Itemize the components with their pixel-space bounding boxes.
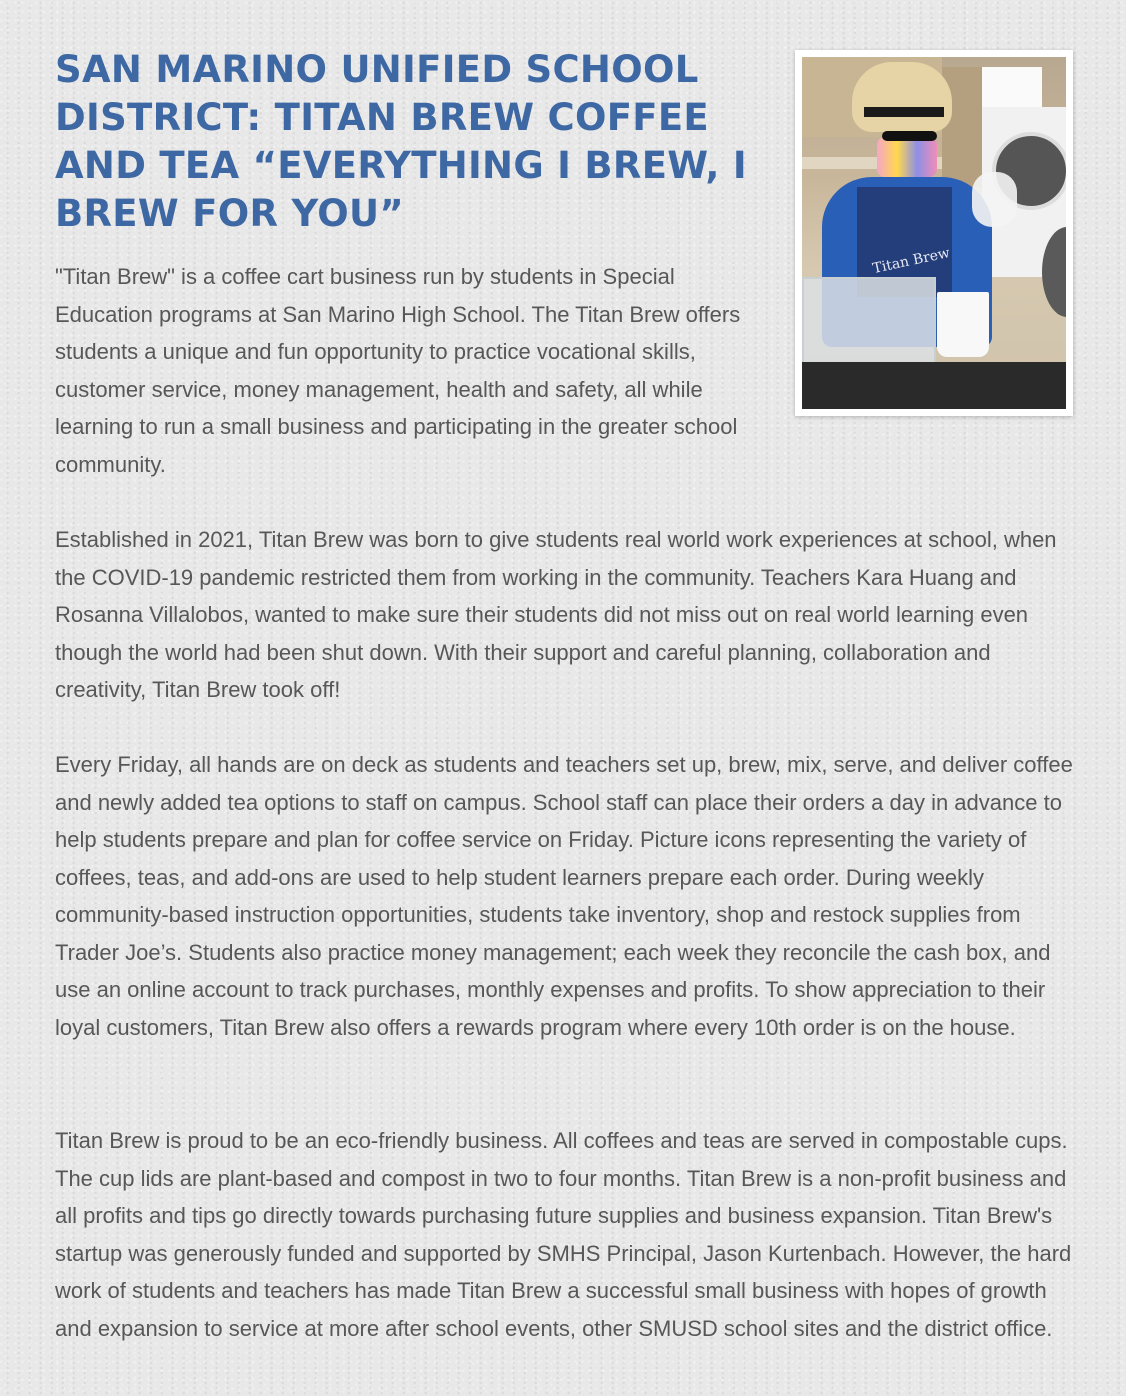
paragraph-eco: Titan Brew is proud to be an eco-friendly business. All coffees and teas are served in compostable cups. The cup lids are plant-based and compost in two to four months. Titan Brew is a non-profit business and all profits and tips go directly towards purchasing future supplies and business expansion. Titan Brew's startup was generously funded and supported by SMHS Principal, Jason Kurtenbach. However, the hard work of students and teachers has made Titan Brew a successful small business with hopes of growth and expansion to service at more after school events, other SMUSD school sites and the district office. [55, 1128, 1072, 1341]
article-photo [802, 57, 1066, 409]
photo-table [802, 362, 1066, 409]
article [55, 46, 1075, 1341]
photo-tea-box [802, 277, 936, 371]
intro-block [55, 258, 755, 483]
photo-mask [877, 137, 937, 177]
paragraph-operations: Every Friday, all hands are on deck as students and teachers set up, brew, mix, serve, and deliver coffee and newly added tea options to staff on campus. School staff can place their orders a day in advance to help students prepare and plan for coffee service on Friday. Picture icons representing the variety of coffees, teas, and add-ons are used to help student learners prepare each order. During weekly community-based instruction opportunities, students take inventory, shop and restock supplies from Trader Joe’s. Students also practice money management; each week they reconcile the cash box, and use an online account to track purchases, monthly expenses and profits. To show appreciation to their loyal customers, Titan Brew also offers a rewards program where every 10th order is on the house. [55, 752, 1073, 1040]
paragraph-block-operations [55, 746, 1075, 1046]
paragraph-history: Established in 2021, Titan Brew was born to give students real world work experiences at school, when the COVID-19 pandemic restricted them from working in the community. Teachers Kara Huang and Rosanna Villalobos, wanted to make sure their students did not miss out on real world learning even though the world had been shut down. With their support and careful planning, collaboration and creativity, Titan Brew took off! [55, 527, 1057, 702]
photo-hat [852, 62, 952, 132]
paragraph-block-history [55, 521, 1075, 709]
photo-cup [937, 292, 989, 357]
article-title: SAN MARINO UNIFIED SCHOOL DISTRICT: TITAN BREW COFFEE AND TEA “EVERYTHING I BREW, I BREW FOR YOU” [55, 48, 747, 235]
paragraph-block-eco [55, 1122, 1075, 1347]
photo-glove [972, 172, 1017, 227]
paragraph-intro: "Titan Brew" is a coffee cart business run by students in Special Education programs at San Marino High School. The Titan Brew offers students a unique and fun opportunity to practice vocational skills, customer service, money management, health and safety, all while learning to run a small business and participating in the greater school community. [55, 264, 741, 477]
photo-glasses [882, 131, 937, 141]
photo-frame [795, 50, 1073, 416]
photo-apron-text: Titan Brew [871, 245, 952, 277]
photo-laundry-basket [982, 67, 1042, 107]
photo-hat-band [864, 107, 944, 117]
